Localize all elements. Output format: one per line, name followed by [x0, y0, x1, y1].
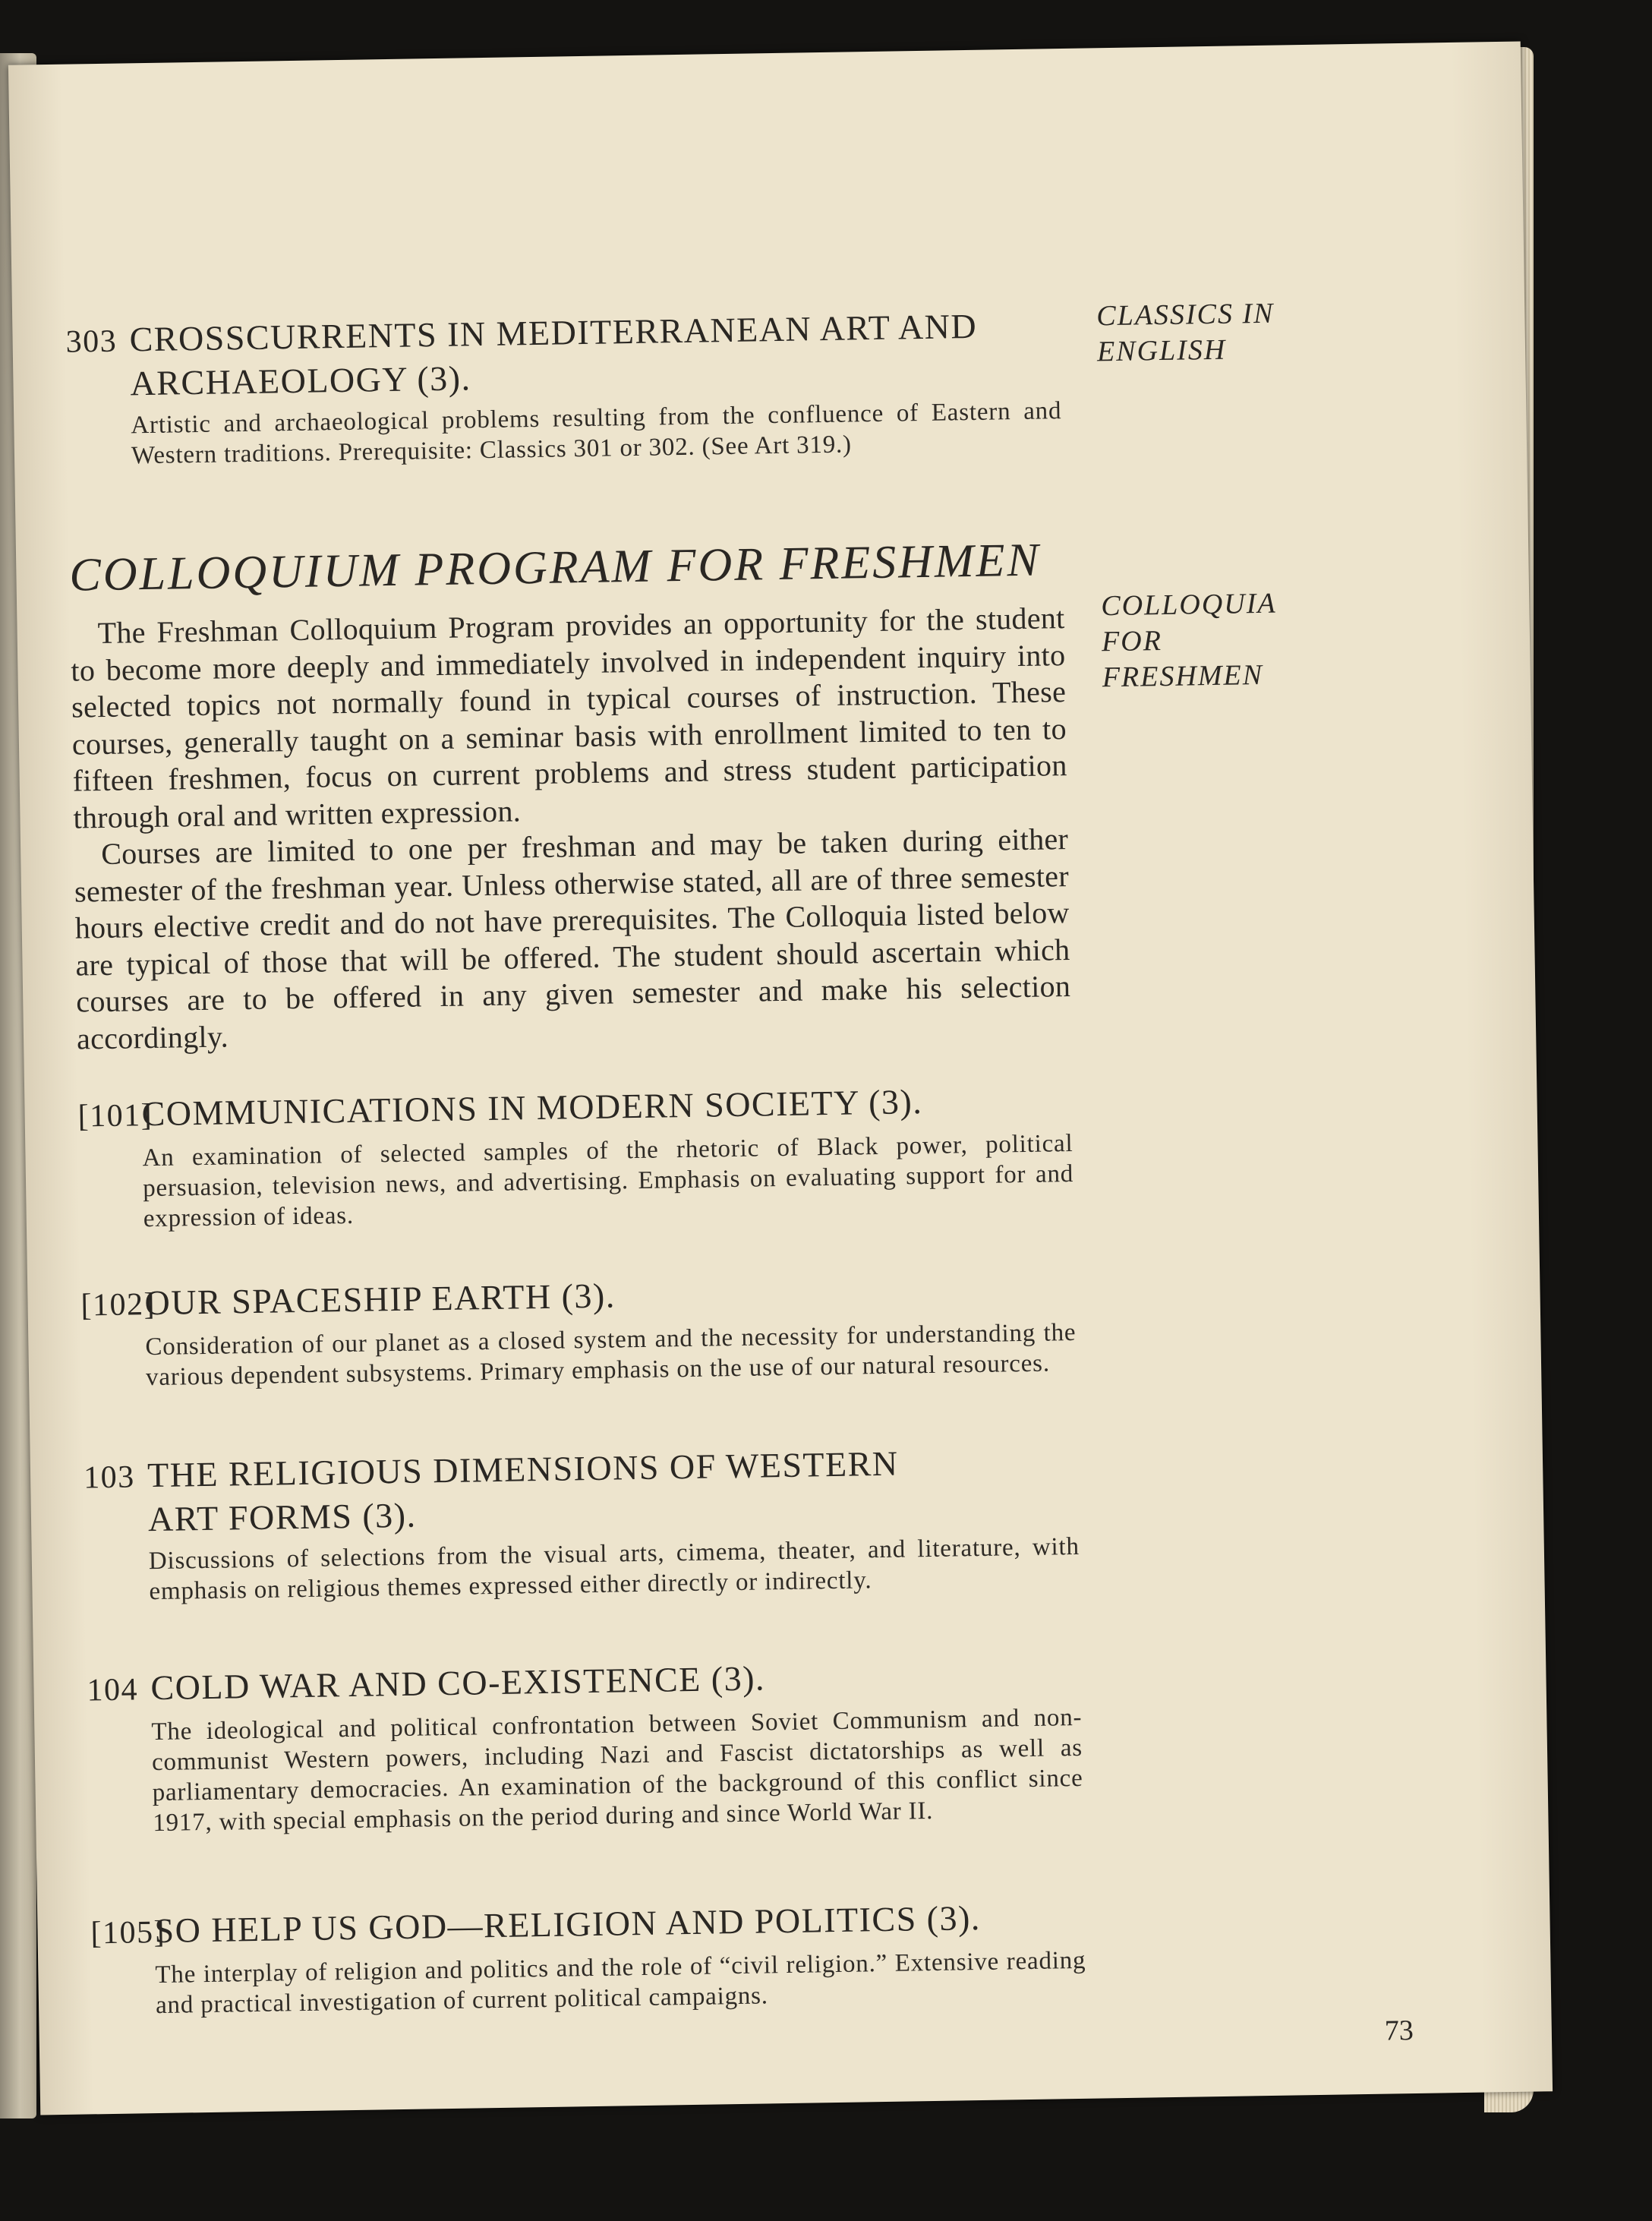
- course-title-line2: ARCHAEOLOGY (3).: [130, 358, 471, 403]
- course-number: 103: [83, 1459, 136, 1496]
- course-heading: [80, 1267, 1076, 1327]
- course-description: The interplay of religion and politics and the role of “civil religion.” Extensive reading and practical investigation of current political campaigns.: [155, 1946, 1086, 2020]
- course-title-line2: ART FORMS (3).: [147, 1495, 417, 1539]
- course-102: [80, 1267, 1077, 1394]
- course-104: [87, 1652, 1083, 1840]
- course-heading: [77, 1078, 1073, 1138]
- course-title-line1: THE RELIGIOUS DIMENSIONS OF WESTERN: [147, 1443, 899, 1495]
- course-number: [102]: [80, 1286, 156, 1323]
- course-title-line1: COLD WAR AND CO-EXISTENCE (3).: [150, 1658, 766, 1708]
- section-title: COLLOQUIUM PROGRAM FOR FRESHMEN: [68, 534, 1042, 601]
- margin-label-classics: CLASSICS IN ENGLISH: [1096, 297, 1275, 368]
- course-number: [101]: [77, 1097, 153, 1134]
- course-description: Discussions of selections from the visual arts, cimema, theater, and literature, with emphasis on religious themes expressed either directly or indirectly.: [148, 1532, 1080, 1606]
- course-101: [77, 1078, 1074, 1235]
- course-description: Consideration of our planet as a closed system and the necessity for understanding the various dependent subsystems. Primary emphasis on the use of our natural resources.: [145, 1318, 1077, 1392]
- course-title-line1: COMMUNICATIONS IN MODERN SOCIETY (3).: [141, 1082, 923, 1134]
- course-title-line1: OUR SPACESHIP EARTH (3).: [144, 1276, 616, 1323]
- book-page: [8, 42, 1553, 2115]
- intro-paragraph-2: Courses are limited to one per freshman and may be taken during either semester of the freshman year. Unless otherwise stated, all are of three semester hours elective credit and do not have prerequisites. The Colloquia listed below are typical of those that will be offered. The student should ascertain which courses are to be offered in any given semester and make his selection accordingly.: [74, 822, 1071, 1056]
- course-heading: [87, 1652, 1082, 1712]
- intro: [70, 600, 1071, 1058]
- course-number: 104: [87, 1672, 139, 1708]
- course-number: 303: [65, 323, 118, 360]
- course-title-line1: SO HELP US GOD—RELIGION AND POLITICS (3).: [154, 1898, 982, 1951]
- course-description: Artistic and archaeological problems resulting from the confluence of Eastern and Western traditions. Prerequisite: Classics 301 or 302. (See Art 319.): [131, 397, 1062, 470]
- page-number: 73: [1384, 2014, 1414, 2047]
- course-title-line1: CROSSCURRENTS IN MEDITERRANEAN ART AND: [129, 306, 978, 359]
- course-description: An examination of selected samples of the rhetoric of Black power, political persuasion, television news, and advertising. Emphasis on evaluating support for and expression of ideas.: [142, 1129, 1074, 1233]
- intro-paragraph-1: The Freshman Colloquium Program provides an opportunity for the student to become more deeply and immediately involved in independent inquiry into selected topics not normally found in typical courses of instruction. These courses, generally taught on a seminar basis with enrollment limited to ten to fifteen freshmen, focus on current problems and stress student participation through oral and written expression.: [71, 601, 1067, 835]
- course-103: [84, 1440, 1080, 1608]
- course-105: [90, 1895, 1086, 2022]
- course-303: [65, 304, 1062, 472]
- course-description: The ideological and political confrontation between Soviet Communism and non-communist Western powers, including Nazi and Fascist dictatorships as well as parliamentary democracies. An examination of the background of this conflict since 1917, with special emphasis on the period during and since World War II.: [151, 1703, 1083, 1838]
- margin-label-colloquia: COLLOQUIA FOR FRESHMEN: [1100, 587, 1277, 694]
- course-number: [105]: [90, 1914, 166, 1951]
- course-heading: [90, 1895, 1086, 1955]
